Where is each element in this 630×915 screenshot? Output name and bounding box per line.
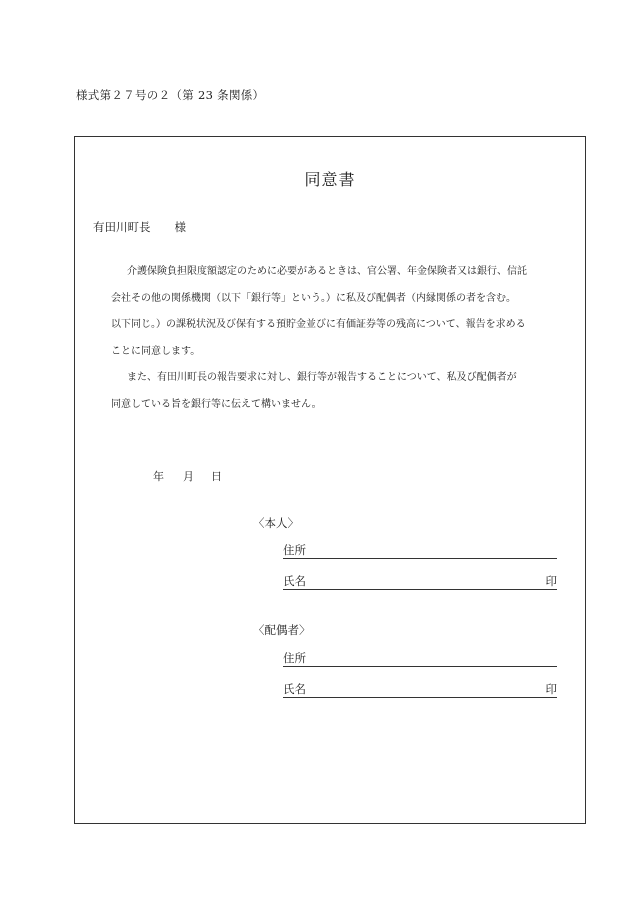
paragraph-line: また、有田川町長の報告要求に対し、銀行等が報告することについて、私及び配偶者が [127,372,517,383]
addressee [93,219,186,235]
day-label: 日 [211,470,222,483]
paragraph-line: 以下同じ。）の課税状況及び保有する預貯金並びに有価証券等の残高について、報告を求める [111,319,526,330]
month-label: 月 [183,470,194,483]
seal-mark: 印 [545,682,557,696]
consent-paragraph-1 [111,259,527,365]
date-field[interactable] [153,468,222,484]
form-number: 様式第２７号の２（第 23 条関係） [76,88,265,102]
consent-form-frame [74,136,586,824]
paragraph-line: 会社その他の関係機関（以下「銀行等」という。）に私及び配偶者（内縁関係の者を含む。 [111,292,516,304]
applicant-address-field[interactable] [283,542,557,559]
applicant-name-field[interactable] [283,573,557,590]
name-label: 氏名 [283,682,306,696]
paragraph-line: 介護保険負担限度額認定のために必要があるときは、官公署、年金保険者又は銀行、信託 [127,266,527,277]
name-label: 氏名 [283,574,306,588]
paragraph-line: 同意している旨を銀行等に伝えて構いません。 [111,398,322,410]
page-title: 同意書 [304,170,356,189]
consent-paragraph-2 [111,365,517,418]
spouse-address-field[interactable] [283,650,557,667]
spouse-section-label: 〈配偶者〉 [253,623,311,637]
year-label: 年 [153,470,164,483]
applicant-section-label: 〈本人〉 [253,516,299,530]
addressee-honorific: 様 [174,220,186,234]
address-label: 住所 [283,651,306,665]
paragraph-line: ことに同意します。 [111,345,201,357]
spouse-name-field[interactable] [283,681,557,698]
seal-mark: 印 [545,574,557,588]
addressee-name: 有田川町長 [93,220,151,234]
address-label: 住所 [283,543,306,557]
